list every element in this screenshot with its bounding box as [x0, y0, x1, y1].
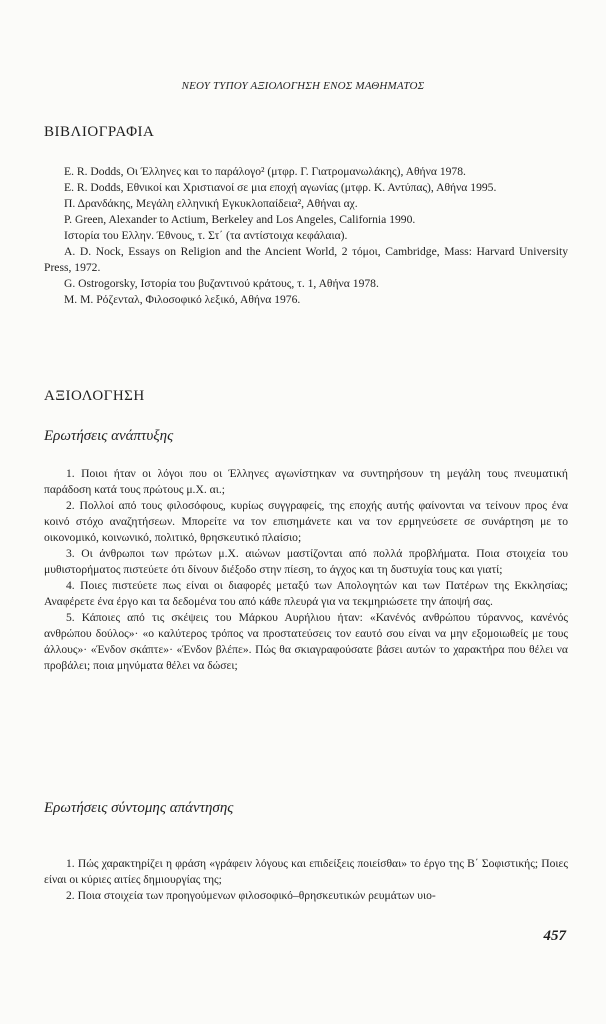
bibliography-entry: Ιστορία του Ελλην. Έθνους, τ. Στ΄ (τα αντίστοιχα κεφάλαια). [64, 229, 348, 242]
bibliography-entry: G. Ostrogorsky, Ιστορία του βυζαντινού κράτους, τ. 1, Αθήνα 1978. [64, 277, 379, 290]
question: 5. Κάποιες από τις σκέψεις του Μάρκου Αυρήλιου ήταν: «Κανένός ανθρώπου τύραννος, κανένός ανθρώπου δούλος»· «ο καλύτερος τρόπος να προστατεύσεις τον εαυτό σου είναι να μην εξομοιωθείς με τους άλλους»· «Ένδον σκάπτε»· «Ένδον βλέπε». Πώς θα σκιαγραφούσατε βάσει αυτών το χαρακτήρα που θέλει να προβάλει; ποια μηνύματα θέλει να δώσει; [44, 611, 568, 672]
short-questions-heading: Ερωτήσεις σύντομης απάντησης [44, 800, 234, 816]
bibliography-entry: P. Green, Alexander to Actium, Berkeley and Los Angeles, California 1990. [64, 213, 416, 226]
question: 4. Ποιες πιστεύετε πως είναι οι διαφορές μεταξύ των Απολογητών και των Πατέρων της Εκκλησίας; Αναφέρετε ένα έργο και τα δεδομένα του από κάθε πλευρά για να τεκμηριώσετε την άποψή σας. [44, 579, 568, 608]
development-questions [44, 466, 568, 674]
development-questions-heading: Ερωτήσεις ανάπτυξης [44, 428, 174, 444]
question: 2. Ποια στοιχεία των προηγούμενων φιλοσοφικό–θρησκευτικών ρευμάτων υιο- [66, 889, 436, 902]
bibliography-entry: E. R. Dodds, Εθνικοί και Χριστιανοί σε μια εποχή αγωνίας (μτφρ. Κ. Αντύπας), Αθήνα 1995. [64, 181, 497, 194]
short-questions [44, 856, 568, 904]
question: 3. Οι άνθρωποι των πρώτων μ.Χ. αιώνων μαστίζονται από πολλά προβλήματα. Ποια στοιχεία του μυθιστορήματος πιστεύετε ότι δίνουν διέξοδο στην πίεση, το άγχος και τη δυστυχία τους και γιατί; [44, 547, 568, 576]
question: 1. Ποιοι ήταν οι λόγοι που οι Έλληνες αγωνίστηκαν να συντηρήσουν τη μεγάλη τους πνευματική παράδοση κατά τους πρώτους μ.Χ. αι.; [44, 467, 568, 496]
bibliography-list [44, 164, 568, 308]
bibliography-entry: M. M. Ρόζενταλ, Φιλοσοφικό λεξικό, Αθήνα 1976. [64, 293, 301, 306]
bibliography-heading: ΒΙΒΛΙΟΓΡΑΦΙΑ [44, 124, 155, 140]
bibliography-entry: A. D. Nock, Essays on Religion and the Ancient World, 2 τόμοι, Cambridge, Mass: Harvard University Press, 1972. [44, 245, 568, 274]
question: 1. Πώς χαρακτηρίζει η φράση «γράφειν λόγους και επιδείξεις ποιείσθαι» το έργο της Β΄ Σοφιστικής; Ποιες είναι οι κύριες αιτίες δημιουργίας της; [44, 857, 568, 886]
evaluation-heading: ΑΞΙΟΛΟΓΗΣΗ [44, 388, 145, 404]
bibliography-entry: Π. Δρανδάκης, Μεγάλη ελληνική Εγκυκλοπαίδεια², Αθήναι αχ. [64, 197, 358, 210]
question: 2. Πολλοί από τους φιλοσόφους, κυρίως συγγραφείς, της εποχής αυτής φαίνονται να τείνουν προς ένα κοινό στόχο αναζητήσεων. Μπορείτε να τον επισημάνετε και να τον ερμηνεύσετε σε συνάρτηση με το οικονομικό, κοινωνικό, πολιτικό, θρησκευτικό πλαίσιο; [44, 499, 568, 544]
bibliography-entry: E. R. Dodds, Οι Έλληνες και το παράλογο² (μτφρ. Γ. Γιατρομανωλάκης), Αθήνα 1978. [64, 165, 466, 178]
page-number: 457 [543, 928, 566, 944]
running-head: ΝΕΟΥ ΤΥΠΟΥ ΑΞΙΟΛΟΓΗΣΗ ΕΝΟΣ ΜΑΘΗΜΑΤΟΣ [181, 80, 425, 92]
